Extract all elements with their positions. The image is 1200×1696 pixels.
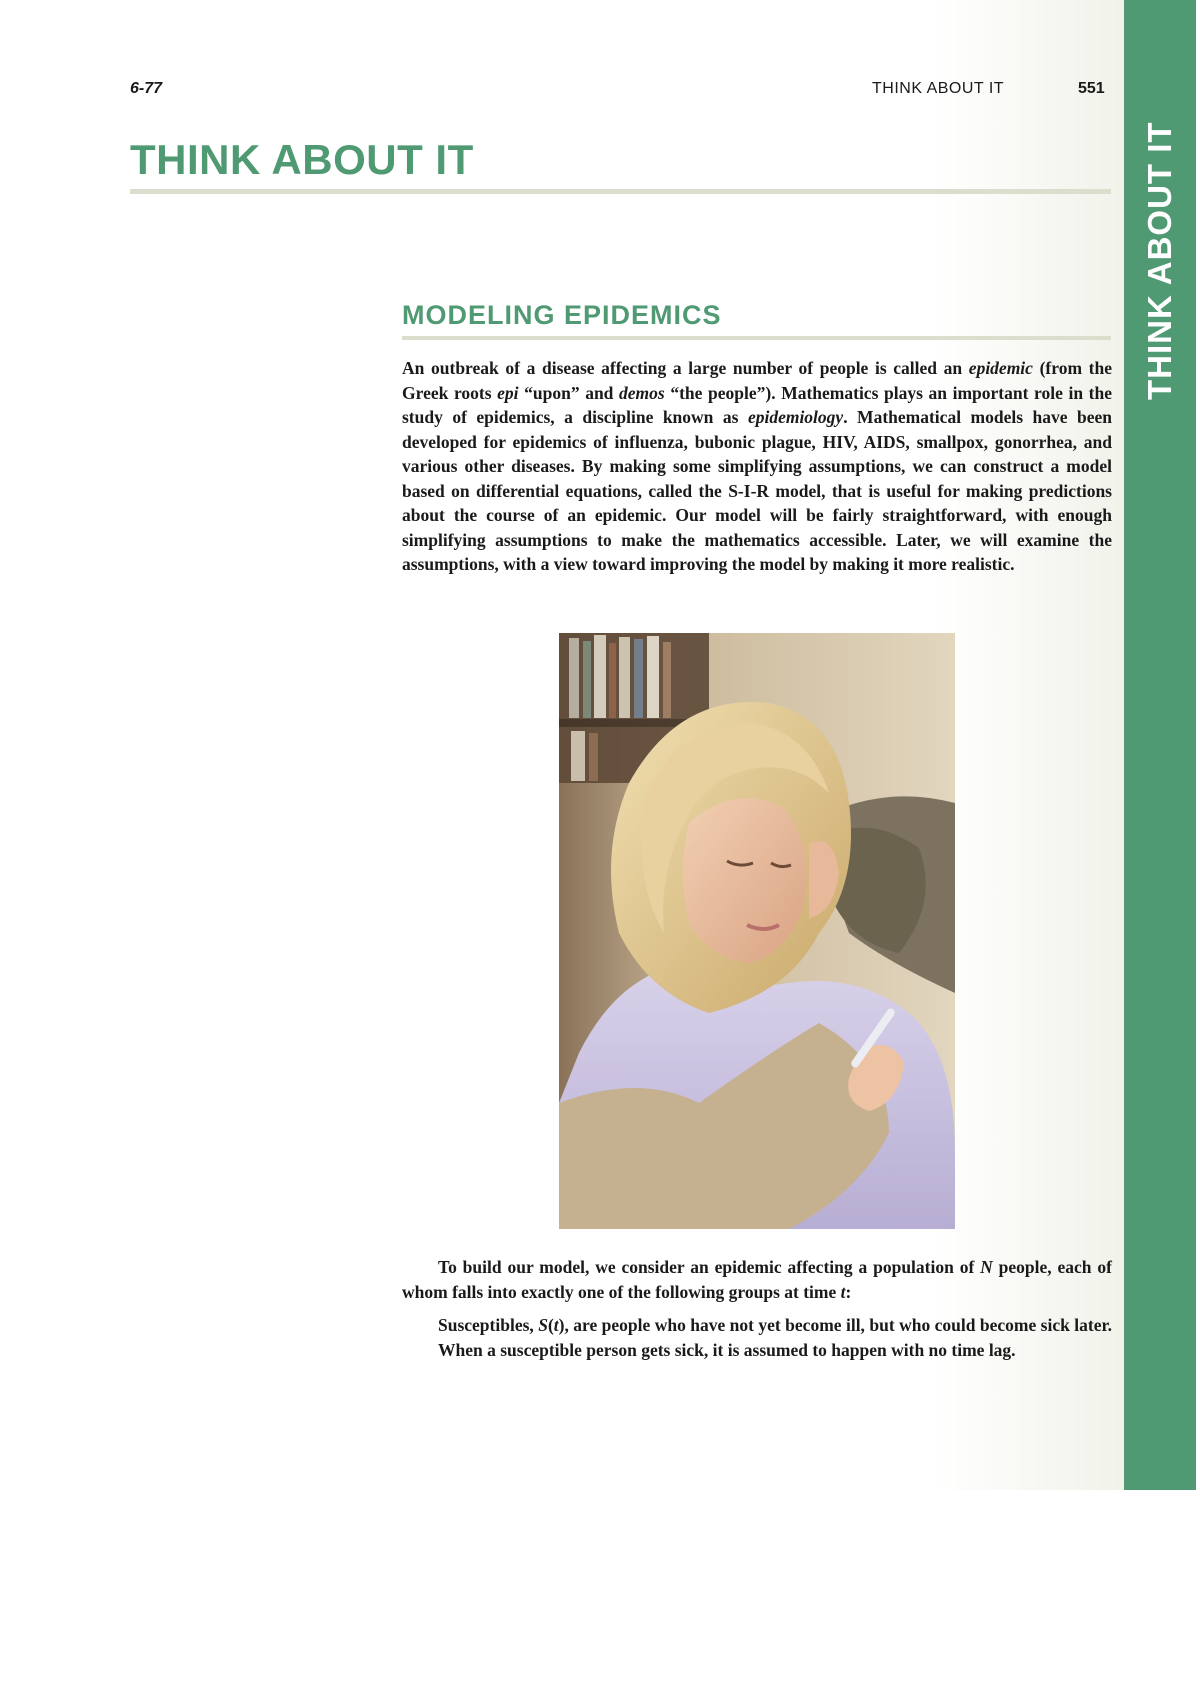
build-text-1: To build our model, we consider an epidemic affecting a population of xyxy=(438,1257,981,1277)
section-rule xyxy=(402,336,1111,340)
sick-woman-photo xyxy=(559,633,955,1229)
symbol-n: N xyxy=(980,1257,993,1277)
term-epi: epi xyxy=(497,382,519,403)
running-title: THINK ABOUT IT xyxy=(872,80,1005,97)
build-text-2: people, each of whom falls into exactly one of the following groups at time xyxy=(402,1257,1112,1302)
term-sir-model: S-I-R model, xyxy=(728,480,826,501)
symbol-s: S xyxy=(538,1315,548,1335)
paren-close: ) xyxy=(558,1315,565,1335)
folio-left: 6-77 xyxy=(130,80,163,97)
build-text-3: : xyxy=(845,1281,852,1302)
side-tab-label: THINK ABOUT IT xyxy=(1141,121,1178,400)
intro-text-3: “upon” and xyxy=(518,382,620,403)
title-rule xyxy=(130,189,1111,194)
intro-text-6: that is useful for making predictions about the course of an epidemic. Our model will be fairly straightforward, with enough simplifying assumptions to make the mathematics accessible. Later, we will examine the assumptions, with a view toward improving the model by making it more realistic. xyxy=(402,480,1112,574)
term-demos: demos xyxy=(619,382,665,403)
term-susceptibles: Susceptibles, xyxy=(438,1315,534,1335)
intro-text-2: (from the Greek roots xyxy=(402,358,1112,403)
symbol-s-var: t xyxy=(553,1315,559,1335)
symbol-t: t xyxy=(840,1281,846,1302)
build-paragraph xyxy=(402,1255,1112,1304)
intro-text-1: An outbreak of a disease affecting a large number of people is called an xyxy=(402,358,969,378)
page-title: THINK ABOUT IT xyxy=(130,136,474,183)
susceptibles-definition xyxy=(438,1313,1112,1362)
section-title: MODELING EPIDEMICS xyxy=(402,300,722,330)
term-epidemic: epidemic xyxy=(968,358,1033,378)
term-epidemiology: epidemiology xyxy=(747,407,844,427)
page-number: 551 xyxy=(1078,80,1105,97)
intro-text-4: “the people”). Mathematics plays an important role in the study of epidemics, a discipline known as xyxy=(402,382,1112,427)
intro-text-5: . Mathematical models have been developed for epidemics of influenza, bubonic plague, HIV, AIDS, smallpox, gonorrhea, and various other diseases. By making some simplifying assumptions, we can construct a model based on differential equations, called the xyxy=(402,407,1112,501)
paren-open: ( xyxy=(547,1315,554,1335)
intro-paragraph xyxy=(402,356,1112,577)
susceptibles-text: , are people who have not yet become ill, but who could become sick later. When a susceptible person gets sick, it is assumed to happen with no time lag. xyxy=(438,1315,1113,1360)
